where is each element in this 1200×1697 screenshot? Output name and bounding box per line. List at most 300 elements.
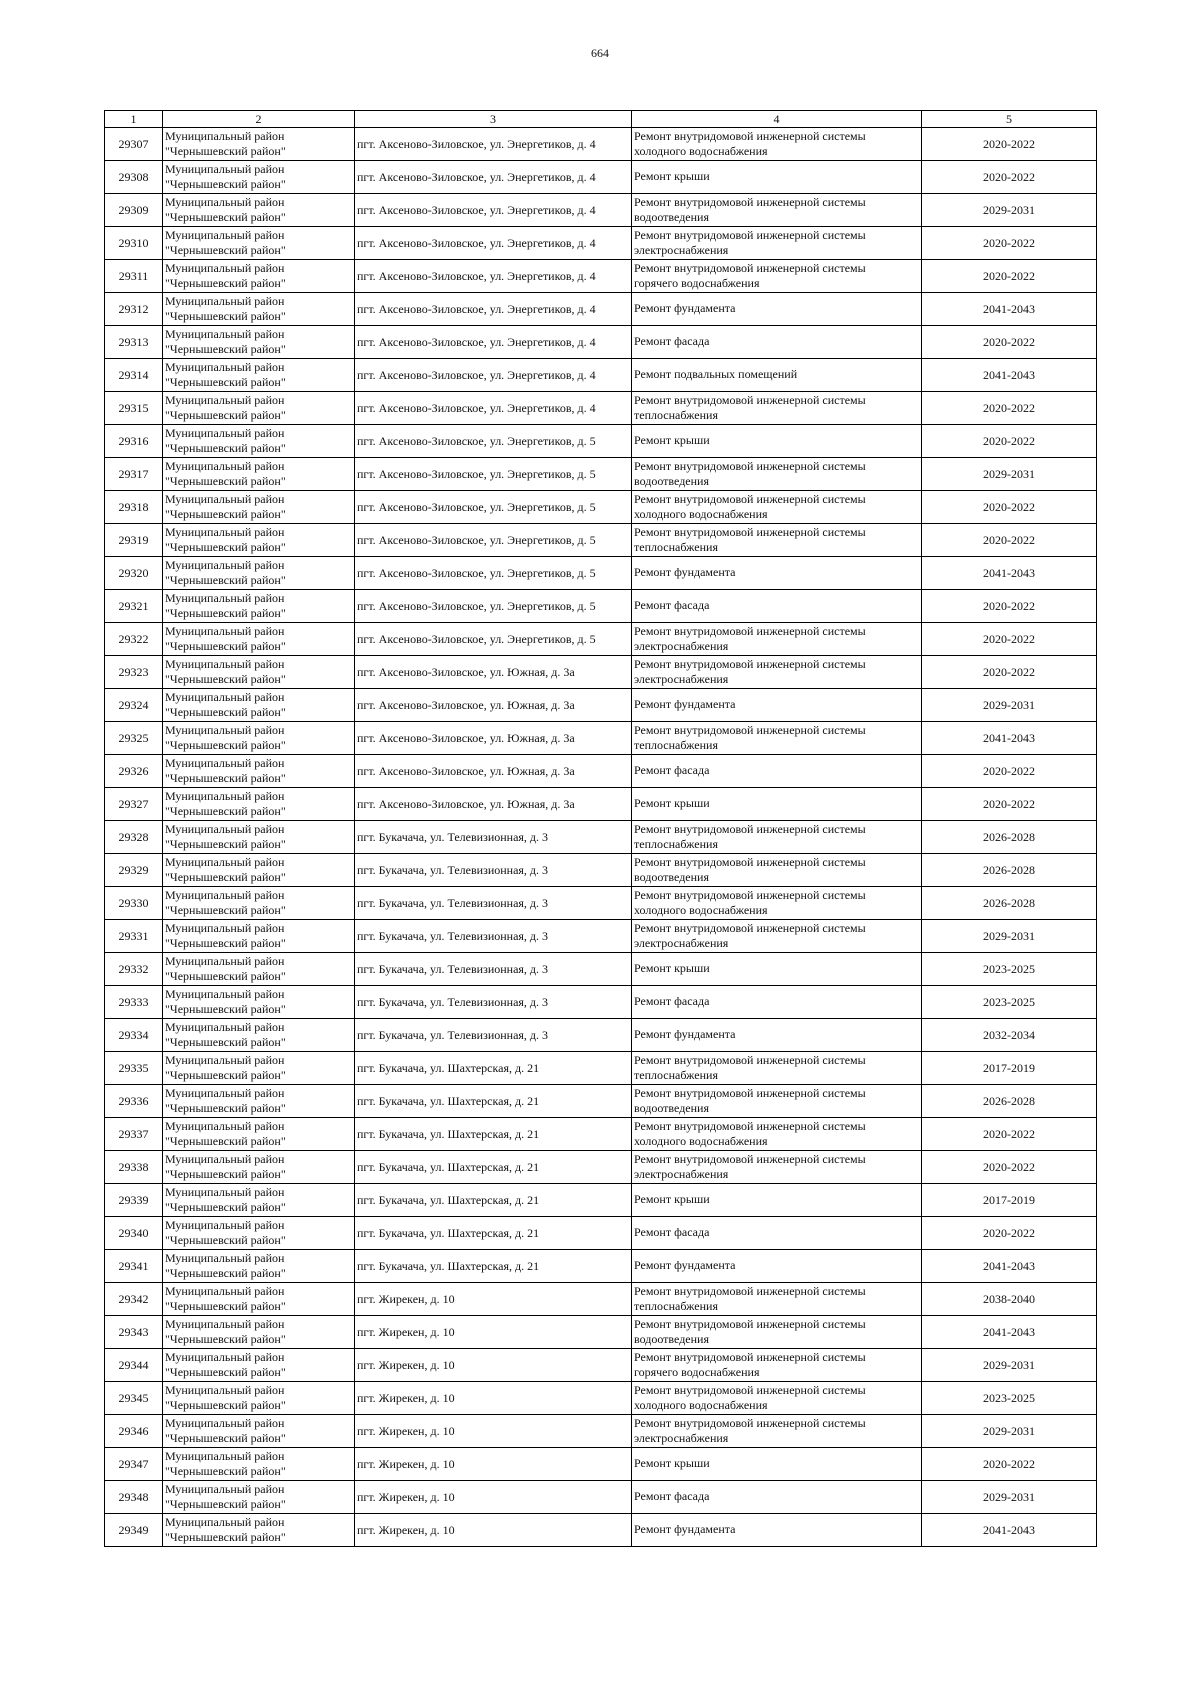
row-number: 29348 xyxy=(105,1481,163,1514)
municipality-line: Муниципальный район xyxy=(165,1019,285,1034)
address-cell: пгт. Жирекен, д. 10 xyxy=(355,1448,632,1481)
work-type-cell xyxy=(632,227,922,260)
municipality-cell xyxy=(163,491,355,524)
address-cell: пгт. Букачача, ул. Телевизионная, д. 3 xyxy=(355,1019,632,1052)
work-type-line: Ремонт внутридомовой инженерной системы xyxy=(634,491,866,506)
row-number: 29314 xyxy=(105,359,163,392)
municipality-cell xyxy=(163,1283,355,1316)
work-type-line: Ремонт внутридомовой инженерной системы xyxy=(634,722,866,737)
row-number: 29317 xyxy=(105,458,163,491)
address-cell: пгт. Аксеново-Зиловское, ул. Южная, д. 3а xyxy=(355,755,632,788)
municipality-line: "Чернышевский район" xyxy=(165,606,286,620)
row-number: 29318 xyxy=(105,491,163,524)
municipality-line: "Чернышевский район" xyxy=(165,1200,286,1214)
work-type-cell xyxy=(632,1217,922,1250)
municipality-cell xyxy=(163,887,355,920)
address-cell: пгт. Жирекен, д. 10 xyxy=(355,1382,632,1415)
term-cell: 2026-2028 xyxy=(922,1085,1097,1118)
work-type-line: водоотведения xyxy=(634,474,709,488)
municipality-line: Муниципальный район xyxy=(165,1250,285,1265)
municipality-line: "Чернышевский район" xyxy=(165,1431,286,1445)
page-number: 664 xyxy=(591,46,609,60)
municipality-line: "Чернышевский район" xyxy=(165,672,286,686)
municipality-line: "Чернышевский район" xyxy=(165,1398,286,1412)
municipality-line: "Чернышевский район" xyxy=(165,1497,286,1511)
municipality-cell xyxy=(163,1448,355,1481)
municipality-cell xyxy=(163,524,355,557)
municipality-line: "Чернышевский район" xyxy=(165,1332,286,1346)
work-type-cell xyxy=(632,689,922,722)
table-row xyxy=(105,656,1097,689)
term-cell: 2041-2043 xyxy=(922,293,1097,326)
municipality-cell xyxy=(163,854,355,887)
work-type-cell xyxy=(632,986,922,1019)
work-type-cell xyxy=(632,326,922,359)
row-number: 29349 xyxy=(105,1514,163,1547)
municipality-line: "Чернышевский район" xyxy=(165,474,286,488)
work-type-line: водоотведения xyxy=(634,870,709,884)
municipality-line: Муниципальный район xyxy=(165,1382,285,1397)
term-cell: 2020-2022 xyxy=(922,425,1097,458)
municipality-cell xyxy=(163,1250,355,1283)
municipality-line: Муниципальный район xyxy=(165,1349,285,1364)
row-number: 29310 xyxy=(105,227,163,260)
table-row xyxy=(105,1250,1097,1283)
table-row xyxy=(105,755,1097,788)
table-row xyxy=(105,1283,1097,1316)
work-type-cell xyxy=(632,1514,922,1547)
table-row xyxy=(105,1481,1097,1514)
work-type-line: электроснабжения xyxy=(634,1431,729,1445)
work-type-line: теплоснабжения xyxy=(634,408,718,422)
work-type-line: Ремонт внутридомовой инженерной системы xyxy=(634,1349,866,1364)
municipality-line: "Чернышевский район" xyxy=(165,771,286,785)
table-row xyxy=(105,326,1097,359)
address-cell: пгт. Аксеново-Зиловское, ул. Энергетиков, д. 5 xyxy=(355,623,632,656)
work-type-cell xyxy=(632,656,922,689)
header-col-2: 2 xyxy=(163,111,355,128)
municipality-line: "Чернышевский район" xyxy=(165,1101,286,1115)
header-row xyxy=(105,111,1097,128)
term-cell: 2023-2025 xyxy=(922,953,1097,986)
municipality-line: "Чернышевский район" xyxy=(165,705,286,719)
address-cell: пгт. Аксеново-Зиловское, ул. Энергетиков, д. 5 xyxy=(355,590,632,623)
row-number: 29322 xyxy=(105,623,163,656)
work-type-cell xyxy=(632,1349,922,1382)
work-type-cell xyxy=(632,1415,922,1448)
work-type-line: холодного водоснабжения xyxy=(634,1398,768,1412)
municipality-cell xyxy=(163,1217,355,1250)
municipality-cell xyxy=(163,656,355,689)
municipality-cell xyxy=(163,557,355,590)
table-row xyxy=(105,293,1097,326)
municipality-cell xyxy=(163,1316,355,1349)
table-row xyxy=(105,425,1097,458)
municipality-line: Муниципальный район xyxy=(165,128,285,143)
table-row xyxy=(105,1052,1097,1085)
work-type-cell xyxy=(632,590,922,623)
municipality-line: Муниципальный район xyxy=(165,392,285,407)
work-type-line: теплоснабжения xyxy=(634,738,718,752)
municipality-line: Муниципальный район xyxy=(165,491,285,506)
address-cell: пгт. Жирекен, д. 10 xyxy=(355,1283,632,1316)
municipality-cell xyxy=(163,1184,355,1217)
term-cell: 2023-2025 xyxy=(922,1382,1097,1415)
municipality-line: Муниципальный район xyxy=(165,293,285,308)
municipality-line: Муниципальный район xyxy=(165,557,285,572)
address-cell: пгт. Букачача, ул. Телевизионная, д. 3 xyxy=(355,821,632,854)
municipality-line: Муниципальный район xyxy=(165,425,285,440)
term-cell: 2020-2022 xyxy=(922,491,1097,524)
work-type-cell xyxy=(632,1019,922,1052)
work-type-cell xyxy=(632,524,922,557)
term-cell: 2041-2043 xyxy=(922,359,1097,392)
work-type-cell xyxy=(632,1316,922,1349)
table-row xyxy=(105,359,1097,392)
work-type-line: Ремонт внутридомовой инженерной системы xyxy=(634,1085,866,1100)
work-type-cell xyxy=(632,788,922,821)
municipality-line: Муниципальный район xyxy=(165,1448,285,1463)
row-number: 29339 xyxy=(105,1184,163,1217)
municipality-line: "Чернышевский район" xyxy=(165,408,286,422)
municipality-cell xyxy=(163,293,355,326)
municipality-line: Муниципальный район xyxy=(165,689,285,704)
work-type-line: холодного водоснабжения xyxy=(634,903,768,917)
municipality-line: "Чернышевский район" xyxy=(165,1035,286,1049)
address-cell: пгт. Жирекен, д. 10 xyxy=(355,1481,632,1514)
work-type-cell xyxy=(632,194,922,227)
work-type-line: Ремонт внутридомовой инженерной системы xyxy=(634,623,866,638)
municipality-line: "Чернышевский район" xyxy=(165,1134,286,1148)
municipality-cell xyxy=(163,722,355,755)
work-type-line: Ремонт внутридомовой инженерной системы xyxy=(634,656,866,671)
row-number: 29312 xyxy=(105,293,163,326)
work-type-line: Ремонт внутридомовой инженерной системы xyxy=(634,1283,866,1298)
work-type-line: Ремонт внутридомовой инженерной системы xyxy=(634,854,866,869)
municipality-line: Муниципальный район xyxy=(165,1184,285,1199)
term-cell: 2020-2022 xyxy=(922,260,1097,293)
municipality-line: Муниципальный район xyxy=(165,458,285,473)
work-type-line: Ремонт внутридомовой инженерной системы xyxy=(634,128,866,143)
work-type-line: холодного водоснабжения xyxy=(634,144,768,158)
address-cell: пгт. Букачача, ул. Шахтерская, д. 21 xyxy=(355,1118,632,1151)
work-type-line: холодного водоснабжения xyxy=(634,507,768,521)
work-type-line: Ремонт фундамента xyxy=(634,301,736,316)
row-number: 29332 xyxy=(105,953,163,986)
table-row xyxy=(105,161,1097,194)
work-type-line: Ремонт внутридомовой инженерной системы xyxy=(634,524,866,539)
municipality-cell xyxy=(163,326,355,359)
row-number: 29338 xyxy=(105,1151,163,1184)
municipality-line: "Чернышевский район" xyxy=(165,276,286,290)
table-body xyxy=(105,128,1097,1547)
header-col-3: 3 xyxy=(355,111,632,128)
municipality-cell xyxy=(163,689,355,722)
municipality-cell xyxy=(163,1349,355,1382)
address-cell: пгт. Аксеново-Зиловское, ул. Южная, д. 3а xyxy=(355,689,632,722)
municipality-cell xyxy=(163,755,355,788)
term-cell: 2017-2019 xyxy=(922,1052,1097,1085)
term-cell: 2020-2022 xyxy=(922,656,1097,689)
row-number: 29319 xyxy=(105,524,163,557)
work-type-line: электроснабжения xyxy=(634,672,729,686)
work-type-line: Ремонт крыши xyxy=(634,1456,710,1471)
address-cell: пгт. Аксеново-Зиловское, ул. Энергетиков, д. 4 xyxy=(355,359,632,392)
term-cell: 2020-2022 xyxy=(922,623,1097,656)
municipality-cell xyxy=(163,788,355,821)
work-type-line: Ремонт внутридомовой инженерной системы xyxy=(634,1151,866,1166)
term-cell: 2029-2031 xyxy=(922,689,1097,722)
municipality-line: Муниципальный район xyxy=(165,887,285,902)
row-number: 29315 xyxy=(105,392,163,425)
address-cell: пгт. Букачача, ул. Шахтерская, д. 21 xyxy=(355,1217,632,1250)
header-col-1: 1 xyxy=(105,111,163,128)
work-type-cell xyxy=(632,623,922,656)
municipality-line: Муниципальный район xyxy=(165,1052,285,1067)
address-cell: пгт. Аксеново-Зиловское, ул. Энергетиков, д. 5 xyxy=(355,524,632,557)
municipality-line: "Чернышевский район" xyxy=(165,243,286,257)
work-type-line: водоотведения xyxy=(634,1332,709,1346)
municipality-line: Муниципальный район xyxy=(165,1316,285,1331)
term-cell: 2023-2025 xyxy=(922,986,1097,1019)
work-type-line: электроснабжения xyxy=(634,936,729,950)
row-number: 29311 xyxy=(105,260,163,293)
term-cell: 2038-2040 xyxy=(922,1283,1097,1316)
term-cell: 2026-2028 xyxy=(922,821,1097,854)
work-type-cell xyxy=(632,425,922,458)
table-row xyxy=(105,689,1097,722)
municipality-cell xyxy=(163,986,355,1019)
municipality-line: "Чернышевский район" xyxy=(165,837,286,851)
municipality-line: "Чернышевский район" xyxy=(165,177,286,191)
table-row xyxy=(105,788,1097,821)
municipality-line: "Чернышевский район" xyxy=(165,1002,286,1016)
address-cell: пгт. Букачача, ул. Шахтерская, д. 21 xyxy=(355,1052,632,1085)
table-row xyxy=(105,722,1097,755)
work-type-line: Ремонт внутридомовой инженерной системы xyxy=(634,392,866,407)
work-type-line: Ремонт внутридомовой инженерной системы xyxy=(634,1118,866,1133)
municipality-line: Муниципальный район xyxy=(165,1151,285,1166)
municipality-line: Муниципальный район xyxy=(165,590,285,605)
work-type-cell xyxy=(632,1283,922,1316)
address-cell: пгт. Аксеново-Зиловское, ул. Энергетиков, д. 5 xyxy=(355,557,632,590)
row-number: 29330 xyxy=(105,887,163,920)
work-type-line: электроснабжения xyxy=(634,639,729,653)
term-cell: 2041-2043 xyxy=(922,1250,1097,1283)
work-type-cell xyxy=(632,1382,922,1415)
address-cell: пгт. Жирекен, д. 10 xyxy=(355,1316,632,1349)
municipality-line: "Чернышевский район" xyxy=(165,1464,286,1478)
header-col-4: 4 xyxy=(632,111,922,128)
table-row xyxy=(105,1415,1097,1448)
work-type-cell xyxy=(632,920,922,953)
municipality-line: "Чернышевский район" xyxy=(165,1167,286,1181)
work-type-line: Ремонт крыши xyxy=(634,433,710,448)
row-number: 29335 xyxy=(105,1052,163,1085)
term-cell: 2020-2022 xyxy=(922,326,1097,359)
municipality-cell xyxy=(163,260,355,293)
table-row xyxy=(105,458,1097,491)
municipality-cell xyxy=(163,194,355,227)
municipality-line: Муниципальный район xyxy=(165,194,285,209)
term-cell: 2020-2022 xyxy=(922,128,1097,161)
work-type-line: Ремонт внутридомовой инженерной системы xyxy=(634,1316,866,1331)
work-type-cell xyxy=(632,1448,922,1481)
municipality-line: Муниципальный район xyxy=(165,326,285,341)
row-number: 29340 xyxy=(105,1217,163,1250)
work-type-cell xyxy=(632,491,922,524)
term-cell: 2029-2031 xyxy=(922,1481,1097,1514)
row-number: 29309 xyxy=(105,194,163,227)
municipality-cell xyxy=(163,359,355,392)
repair-schedule-table xyxy=(104,110,1097,1547)
address-cell: пгт. Жирекен, д. 10 xyxy=(355,1415,632,1448)
work-type-cell xyxy=(632,260,922,293)
municipality-line: Муниципальный район xyxy=(165,656,285,671)
work-type-cell xyxy=(632,359,922,392)
table-row xyxy=(105,1349,1097,1382)
work-type-line: Ремонт крыши xyxy=(634,169,710,184)
municipality-line: Муниципальный район xyxy=(165,1118,285,1133)
table-row xyxy=(105,524,1097,557)
row-number: 29308 xyxy=(105,161,163,194)
municipality-line: "Чернышевский район" xyxy=(165,804,286,818)
work-type-cell xyxy=(632,1118,922,1151)
address-cell: пгт. Аксеново-Зиловское, ул. Энергетиков, д. 5 xyxy=(355,425,632,458)
work-type-cell xyxy=(632,128,922,161)
address-cell: пгт. Аксеново-Зиловское, ул. Южная, д. 3а xyxy=(355,656,632,689)
address-cell: пгт. Букачача, ул. Телевизионная, д. 3 xyxy=(355,887,632,920)
work-type-line: Ремонт внутридомовой инженерной системы xyxy=(634,194,866,209)
row-number: 29336 xyxy=(105,1085,163,1118)
header-col-5: 5 xyxy=(922,111,1097,128)
municipality-line: Муниципальный район xyxy=(165,1415,285,1430)
work-type-line: горячего водоснабжения xyxy=(634,276,760,290)
municipality-line: "Чернышевский район" xyxy=(165,309,286,323)
work-type-cell xyxy=(632,392,922,425)
table-row xyxy=(105,1151,1097,1184)
municipality-cell xyxy=(163,920,355,953)
table-row xyxy=(105,392,1097,425)
term-cell: 2026-2028 xyxy=(922,854,1097,887)
work-type-cell xyxy=(632,953,922,986)
table-row xyxy=(105,953,1097,986)
municipality-cell xyxy=(163,1019,355,1052)
work-type-line: Ремонт внутридомовой инженерной системы xyxy=(634,1052,866,1067)
work-type-cell xyxy=(632,854,922,887)
row-number: 29320 xyxy=(105,557,163,590)
work-type-line: Ремонт внутридомовой инженерной системы xyxy=(634,260,866,275)
row-number: 29327 xyxy=(105,788,163,821)
work-type-line: Ремонт внутридомовой инженерной системы xyxy=(634,887,866,902)
municipality-line: Муниципальный район xyxy=(165,986,285,1001)
address-cell: пгт. Букачача, ул. Шахтерская, д. 21 xyxy=(355,1085,632,1118)
municipality-line: Муниципальный район xyxy=(165,524,285,539)
work-type-line: Ремонт крыши xyxy=(634,796,710,811)
term-cell: 2020-2022 xyxy=(922,590,1097,623)
work-type-cell xyxy=(632,293,922,326)
term-cell: 2029-2031 xyxy=(922,1349,1097,1382)
work-type-line: теплоснабжения xyxy=(634,1299,718,1313)
municipality-cell xyxy=(163,1481,355,1514)
municipality-line: "Чернышевский район" xyxy=(165,1530,286,1544)
term-cell: 2020-2022 xyxy=(922,788,1097,821)
term-cell: 2029-2031 xyxy=(922,1415,1097,1448)
term-cell: 2020-2022 xyxy=(922,161,1097,194)
municipality-line: Муниципальный район xyxy=(165,854,285,869)
municipality-line: "Чернышевский район" xyxy=(165,903,286,917)
address-cell: пгт. Жирекен, д. 10 xyxy=(355,1349,632,1382)
municipality-line: "Чернышевский район" xyxy=(165,870,286,884)
municipality-cell xyxy=(163,821,355,854)
municipality-cell xyxy=(163,1118,355,1151)
work-type-cell xyxy=(632,557,922,590)
term-cell: 2020-2022 xyxy=(922,1118,1097,1151)
municipality-line: "Чернышевский район" xyxy=(165,210,286,224)
term-cell: 2041-2043 xyxy=(922,722,1097,755)
address-cell: пгт. Букачача, ул. Шахтерская, д. 21 xyxy=(355,1250,632,1283)
municipality-line: Муниципальный район xyxy=(165,821,285,836)
table-row xyxy=(105,1382,1097,1415)
term-cell: 2029-2031 xyxy=(922,194,1097,227)
row-number: 29323 xyxy=(105,656,163,689)
row-number: 29334 xyxy=(105,1019,163,1052)
municipality-line: "Чернышевский район" xyxy=(165,1068,286,1082)
work-type-line: Ремонт фундамента xyxy=(634,565,736,580)
row-number: 29344 xyxy=(105,1349,163,1382)
work-type-line: Ремонт крыши xyxy=(634,961,710,976)
row-number: 29316 xyxy=(105,425,163,458)
row-number: 29337 xyxy=(105,1118,163,1151)
work-type-line: Ремонт фундамента xyxy=(634,1522,736,1537)
municipality-line: "Чернышевский район" xyxy=(165,639,286,653)
work-type-line: водоотведения xyxy=(634,210,709,224)
work-type-line: Ремонт фасада xyxy=(634,334,710,349)
work-type-line: Ремонт внутридомовой инженерной системы xyxy=(634,821,866,836)
address-cell: пгт. Аксеново-Зиловское, ул. Южная, д. 3а xyxy=(355,788,632,821)
row-number: 29345 xyxy=(105,1382,163,1415)
row-number: 29346 xyxy=(105,1415,163,1448)
address-cell: пгт. Букачача, ул. Телевизионная, д. 3 xyxy=(355,953,632,986)
work-type-cell xyxy=(632,1085,922,1118)
address-cell: пгт. Аксеново-Зиловское, ул. Энергетиков, д. 4 xyxy=(355,392,632,425)
work-type-line: Ремонт крыши xyxy=(634,1192,710,1207)
table-row xyxy=(105,128,1097,161)
row-number: 29325 xyxy=(105,722,163,755)
work-type-line: Ремонт фасада xyxy=(634,1489,710,1504)
table-row xyxy=(105,986,1097,1019)
row-number: 29307 xyxy=(105,128,163,161)
municipality-cell xyxy=(163,227,355,260)
municipality-cell xyxy=(163,1382,355,1415)
row-number: 29313 xyxy=(105,326,163,359)
work-type-line: Ремонт фасада xyxy=(634,598,710,613)
work-type-line: Ремонт фундамента xyxy=(634,697,736,712)
municipality-line: Муниципальный район xyxy=(165,623,285,638)
address-cell: пгт. Аксеново-Зиловское, ул. Энергетиков, д. 4 xyxy=(355,260,632,293)
municipality-line: "Чернышевский район" xyxy=(165,1299,286,1313)
term-cell: 2020-2022 xyxy=(922,755,1097,788)
table-row xyxy=(105,1019,1097,1052)
municipality-line: Муниципальный район xyxy=(165,953,285,968)
term-cell: 2017-2019 xyxy=(922,1184,1097,1217)
municipality-line: "Чернышевский район" xyxy=(165,540,286,554)
table-row xyxy=(105,1184,1097,1217)
term-cell: 2020-2022 xyxy=(922,1448,1097,1481)
municipality-line: Муниципальный район xyxy=(165,227,285,242)
table-row xyxy=(105,1448,1097,1481)
address-cell: пгт. Букачача, ул. Телевизионная, д. 3 xyxy=(355,986,632,1019)
